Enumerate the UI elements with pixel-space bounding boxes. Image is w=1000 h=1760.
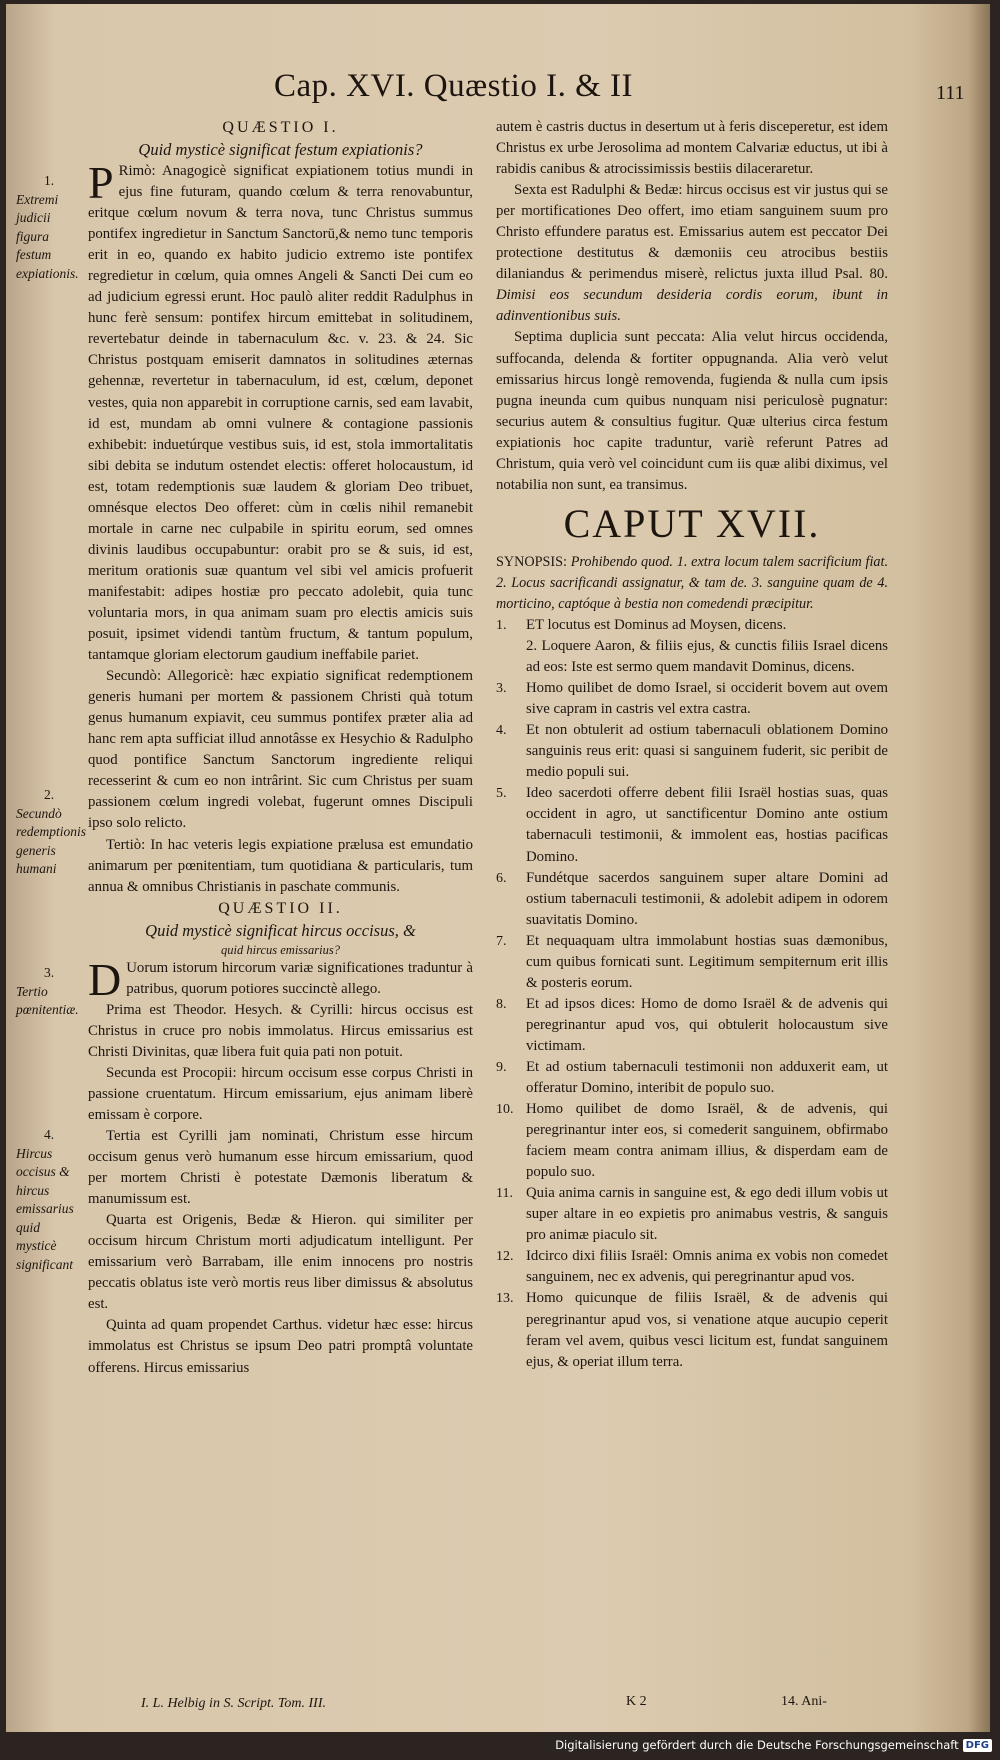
printer-signature: I. L. Helbig in S. Script. Tom. III. [141,1696,326,1711]
paragraph: D Uorum istorum hircorum variæ significationes traduntur à patribus, quorum potiores succinctè allego. [88,953,473,1005]
verse-number: 6. [496,870,507,886]
verse [496,994,888,1057]
verse-number: 7. [496,933,507,949]
drop-cap: P [88,157,114,208]
question-2-heading: QUÆSTIO II. [218,899,343,917]
paragraph: Sexta est Radulphi & Bedæ: hircus occisus est vir justus qui se per mortificationes Deo offert, imo etiam sanguinem suum pro Christo effundere paratus est. Emissarius autem est peccator Dei protectione destitutus & dæmoniis ceu atrocibus bestiis dilaniandus & perimendus miserè, relictus juxta illud Psal. 80. Dimisi eos secundum desideria cordis eorum, ibunt in adinventionibus suis. [496,182,888,325]
marginal-number: 1. [43,173,55,188]
paragraph: autem è castris ductus in desertum ut à feris disceperetur, est idem Christus ex urbe Jerosolima ad montem Calvariæ eductus, ut ibi à rabidis canibus & atrocissimissis bestiis dilaceraretur. [496,119,888,178]
question-1-heading: QUÆSTIO I. [222,119,339,136]
verse [496,783,888,867]
marginal-note-3 [16,964,82,1020]
marginal-number: 2. [43,787,55,802]
verse-text: 2. Loquere Aaron, & filiis ejus, & cunctis filiis Israel dicens ad eos: Iste est sermo quem mandavit Dominus, dicens. [526,638,888,676]
catchword: 14. Ani- [781,1694,827,1709]
verse-text: Et ad ipsos dices: Homo de domo Israël & de advenis qui peregrinantur apud vos, qui obtulerit holocaustum sive victimam. [526,995,888,1054]
verse-text: Idcirco dixi filiis Israël: Omnis anima ex vobis non comedet sanguinem, nec ex advenis, qui peregrinantur apud vos. [526,1248,888,1286]
marginal-number: 4. [43,1127,55,1142]
verse-number [496,636,526,678]
verse-text: Et non obtulerit ad ostium tabernaculi oblationem Domino sanguinis reus erit: quasi si sanguinem fuderit, sic peribit de medio populi sui. [526,722,888,781]
verse [496,1246,888,1288]
verse-text: ET locutus est Dominus ad Moysen, dicens. [526,616,787,633]
marginal-text: Hircus occisus & hircus emissarius quid mysticè significant [16,1145,74,1272]
verse-number: 5. [496,786,507,802]
verse-number: 3. [496,681,507,697]
verse-text: Ideo sacerdoti offerre debent filii Israël hostias suas, quas occident in agro, ut sanctificentur Domino ante ostium tabernaculi testimonii, & immolent eas, hostias pacificas Domino. [526,785,888,865]
paragraph: Tertia est Cyrilli jam nominati, Christum esse hircum occisum genus verò humanum esse hircum emissarium, quod per mortem Christi è potestate Dæmonis liberatum & manumissum est. [88,1128,473,1208]
synopsis-text: Prohibendo quod. 1. extra locum talem sacrificium fiat. 2. Locus sacrificandi assignatur, & tam de. 3. sanguine quam de 4. morticino, captóque à bestia non comedendi præcipitur. [496,553,889,612]
marginal-text: Extremi judicii figura festum expiationis. [16,191,79,281]
paragraph: Prima est Theodor. Hesych. & Cyrilli: hircus occisus est Christus in cruce pro nobis immolatus. Hircus emissarius est Christi Divinitas, quæ libera fuit quia pati non potuit. [88,1001,473,1060]
verse-number: 13. [496,1291,514,1307]
synopsis [496,552,888,615]
verse [496,1099,888,1183]
signature-mark: K 2 [626,1694,647,1709]
dfg-logo: DFG [963,1739,992,1752]
question-2-subtitle-2: quid hircus emissarius? [221,942,340,957]
page-number: 111 [936,82,965,104]
verse [496,615,888,636]
drop-cap: D [88,953,122,1005]
verse-text: Homo quicunque de filiis Israël, & de advenis qui peregrinantur apud vos, si venatione atque aucupio ceperit feram vel avem, quibus vesci licitum est, fundat sanguinem ejus, & operiat illum terra. [526,1290,888,1370]
paragraph: Septima duplicia sunt peccata: Alia velut hircus occidenda, suffocanda, delenda & fortiter oppugnanda. Alia verò velut emissarius hircus longè removenda, fugienda & nulla cum ipsis pugna ineunda cum quibus nunquam nisi periculosè pugnatur: securius autem & consultius fugitur. Quæ ulterius circa festum expiationis hoc capite traduntur, variè referunt Patres ad Christum, quia verò vel coincidunt cum iis quæ alibi diximus, vel notabilia non sunt, ea transimus. [496,329,888,493]
synopsis-label: SYNOPSIS: [496,553,567,570]
verse-number: 1. [496,617,507,633]
verse [496,1288,888,1372]
marginal-note-4 [16,1126,82,1274]
paragraph: Quarta est Origenis, Bedæ & Hieron. qui similiter per occisum hircum Christum morti adjudicatum intelligunt. Per emissarium verò Barrabam, ille enim innocens pro nostris peccatis oblatus iste verò mortis reus liber dimissus & absolutus est. [88,1212,473,1313]
verse-number: 9. [496,1059,507,1075]
verse-text: Homo quilibet de domo Israël, & de advenis, qui peregrinantur inter eos, si comederit sanguinem, obfirmabo faciem meam contra animam illius, & disperdam eam de populo suo. [526,1101,888,1181]
verse [496,931,888,994]
digitization-credit [555,1738,992,1752]
verse-number: 12. [496,1249,514,1265]
right-column [496,117,888,1373]
verse [496,868,888,931]
verse [496,636,888,678]
verse [496,720,888,783]
question-2-subtitle: Quid mysticè significat hircus occisus, & [145,920,416,940]
left-column [88,117,473,1379]
verse-text: Et ad ostium tabernaculi testimonii non adduxerit eam, ut offeratur Domino, interibit de populo suo. [526,1058,888,1097]
paragraph: P Rimò: Anagogicè significat expiationem totius mundi in ejus fine futuram, quando cœlum & terra renovabuntur, eritque cœlum novum & terra nova, tunc Christus summus pontifex ingredietur in Sanctum Sanctorū,& nemo tunc temporis erit in eo, quando ex habito judicio extremo iste pontifex regredietur in cœlum, quia omnes Angeli & Sancti Dei cum eo ad judicium egressi erunt. Hoc paulò aliter reddit Radulphus in hunc ferè sensum: pontifex hircum emittebat in solitudinem, revertebatur deinde in tabernaculum &c. v. 23. & 24. Sic Christus postquam emiserit damnatos in solitudines æternas gehennæ, revertetur in tabernaculum, id est, cœlum, deponet vestes, quia non apparebit in corruptione carnis, sed eam lavabit, id est, mundam ab omni vulnere & contagione passionis exhibebit: induetúrque vestibus suis, id est, stola immortalitatis sibi debita se indutum ostendet electis: offeret holocaustum, id est, totam redemptionis suæ laudem & gloriam Deo tribuet, omnésque electos Deo offeret: cùm in cœlis nihil remanebit mortale in carne nec culpabile in spiritu eorum, sed omnes divinis laudibus occupabuntur: orabit pro se & suis, id est, meritum orationis suæ quantum vel sibi vel amicis profuerit manifestabit: adipes hostiæ pro peccato adolebit, quia tunc voluntaria mors, in qua animam suam pro electis amicis suis posuit, ipsimet videndi tantùm fructum, & tantum populum, tantamque gloriam electorum gaudium ineffabile pariet. [88,157,473,664]
verse-text: Homo quilibet de domo Israel, si occiderit bovem aut ovem sive capram in castris vel extra castra. [526,680,888,718]
verse [496,1057,888,1099]
marginal-note-2 [16,786,86,879]
paragraph: Secunda est Procopii: hircum occisum esse corpus Christi in passione cruentatum. Hircum emissarium, ejus animam liberè emissam è corpore. [88,1064,473,1123]
page-header [6,68,990,118]
marginal-text: Secundò redemptionis generis humani [16,805,86,876]
paragraph: Secundò: Allegoricè: hæc expiatio significat redemptionem generis humani per mortem & passionem Christi quà totum genus humanum expiavit, ceu summus pontifex præter alia ad hanc rem apta sufficiat illud annotâsse ex Hesychio & Radulpho quod pontifice Sanctum Sanctorum ingrediente reliqui recesserint & cum eo non intrârint. Sic cum Christus per suam passionem cœlum ingredi volebat, fugerunt omnes Discipuli ipso solo relicto. [88,668,473,832]
chapter-heading: CAPUT XVII. [563,500,821,546]
verse-number: 4. [496,723,507,739]
paragraph: Tertiò: In hac veteris legis expiatione prælusa est emundatio animarum per pœnitentiam, tum quotidiana & particularis, tum annua & omnibus Christianis in paschate communis. [88,836,473,895]
marginal-number: 3. [43,965,55,980]
marginal-note-1 [16,172,82,283]
verse-number: 8. [496,996,507,1012]
page-edge-shadow [968,4,990,1732]
verse [496,1183,888,1246]
question-1-subtitle: Quid mysticè significat festum expiationis? [138,140,423,159]
verse-number: 10. [496,1102,514,1118]
verse-list [496,615,888,1373]
marginal-text: Tertio pœnitentiæ. [16,983,79,1017]
psalm-quote: Dimisi eos secundum desideria cordis eorum, ibunt in adinventionibus suis. [496,287,888,325]
verse-number: 11. [496,1186,513,1202]
running-head: Cap. XVI. Quæstio I. & II [274,68,633,104]
paragraph: Quinta ad quam propendet Carthus. videtur hæc esse: hircus immolatus est Christus se ipsum Deo patri promptâ voluntate offerens. Hircus emissarius [88,1317,473,1376]
verse-text: Fundétque sacerdos sanguinem super altare Domini ad ostium tabernaculi testimonii, & adolebit adipem in odorem suavitatis Domino. [526,869,888,928]
verse [496,678,888,720]
book-page [6,4,990,1732]
verse-text: Quia anima carnis in sanguine est, & ego dedi illum vobis ut super altare in eo expietis pro animabus vestris, & sanguis pro animæ piaculo sit. [526,1185,888,1244]
credit-text: Digitalisierung gefördert durch die Deutsche Forschungsgemeinschaft [555,1738,959,1752]
verse-text: Et nequaquam ultra immolabunt hostias suas dæmonibus, cum quibus fornicati sunt. Legitimum sempiternum erit illis & posteris eorum. [526,932,888,991]
